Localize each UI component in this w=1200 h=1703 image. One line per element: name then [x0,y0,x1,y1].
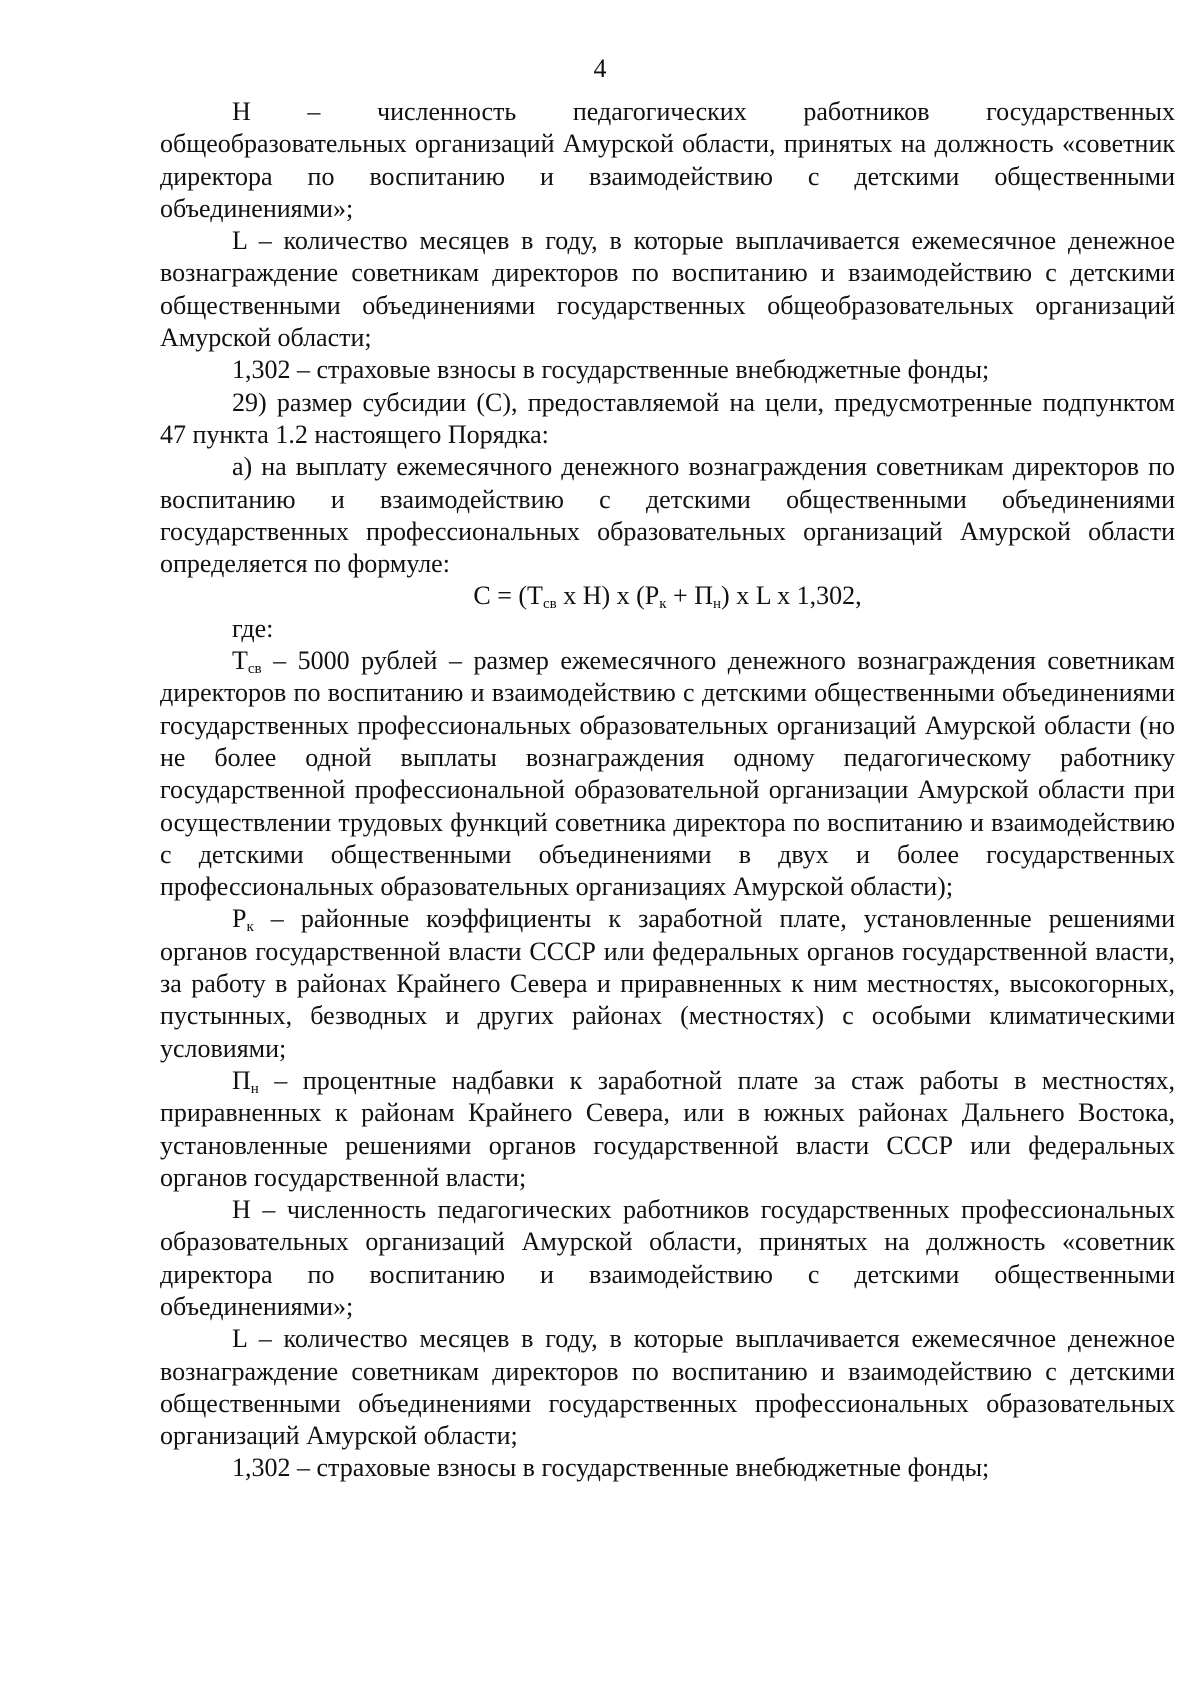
paragraph-l-definition: L – количество месяцев в году, в которые выплачивается ежемесячное денежное вознаграждение советникам директоров по воспитанию и взаимодействию с детскими общественными объединениями государственных общеобразовательных организаций Амурской области; [160,226,1175,353]
pn-text: – процентные надбавки к заработной плате за стаж работы в местностях, приравненных к районам Крайнего Севера, или в южных районах Дальнего Востока, установленные решениями органов государственной власти СССР или федеральных органов государственной власти; [160,1065,1175,1192]
formula-lead: С = (Т [473,581,543,611]
paragraph-item-29a: а) на выплату ежемесячного денежного вознаграждения советникам директоров по воспитанию и взаимодействию с детскими общественными объединениями государственных профессиональных образовательных организаций Амурской области определяется по формуле: [160,452,1175,579]
paragraph-insurance-rate: 1,302 – страховые взносы в государственные внебюджетные фонды; [232,355,990,385]
paragraph-n-definition: Н – численность педагогических работников государственных общеобразовательных организаций Амурской области, принятых на должность «советник директора по воспитанию и взаимодействию с детскими общественными объединениями»; [160,97,1175,223]
tsv-text: – 5000 рублей – размер ежемесячного денежного вознаграждения советникам директоров по воспитанию и взаимодействию с детскими общественными объединениями государственных профессиональных образовательных организаций Амурской области (но не более одной выплаты вознаграждения одному педагогическому работнику государственной профессиональной образовательной организации Амурской области при осуществлении трудовых функций советника директора по воспитанию и взаимодействию с детскими общественными объединениями в двух и более государственных профессиональных образовательных организациях Амурской области); [160,646,1175,902]
rk-symbol: Р [232,904,247,934]
definition-pn [160,1065,1175,1194]
page-number: 4 [593,54,607,83]
paragraph-item-29: 29) размер субсидии (С), предоставляемой на цели, предусмотренные подпунктом 47 пункта 1.2 настоящего Порядка: [160,387,1175,449]
rk-text: – районные коэффициенты к заработной плате, установленные решениями органов государственной власти СССР или федеральных органов государственной власти, за работу в районах Крайнего Севера и приравненных к ним местностях, высокогорных, пустынных, безводных и других районах (местностях) с особыми климатическими условиями; [160,904,1175,1063]
tsv-symbol: Т [232,646,248,676]
document-body [160,96,1175,1485]
pn-symbol: П [232,1065,251,1095]
paragraph-insurance-rate-prof: 1,302 – страховые взносы в государственные внебюджетные фонды; [232,1453,990,1483]
paragraph-n-definition-prof: Н – численность педагогических работников государственных профессиональных образовательных организаций Амурской области, принятых на должность «советник директора по воспитанию и взаимодействию с детскими общественными объединениями»; [160,1195,1175,1321]
formula-mid-2: + П [666,581,713,611]
where-label: где: [232,613,274,643]
formula-tsv-subscript: св [542,596,557,613]
paragraph-l-definition-prof: L – количество месяцев в году, в которые выплачивается ежемесячное денежное вознаграждение советникам директоров по воспитанию и взаимодействию с детскими общественными объединениями государственных профессиональных образовательных организаций Амурской области; [160,1324,1175,1451]
formula-pn-subscript: н [713,596,722,613]
definition-rk [160,903,1175,1064]
definition-tsv [160,645,1175,903]
tsv-subscript: св [247,661,262,678]
rk-subscript: к [246,919,254,936]
formula-mid-1: х Н) х (Р [556,581,660,611]
formula-tail: ) х L х 1,302, [721,581,862,611]
formula-rk-subscript: к [659,596,667,613]
subsidy-formula [160,580,1175,612]
pn-subscript: н [250,1080,259,1097]
